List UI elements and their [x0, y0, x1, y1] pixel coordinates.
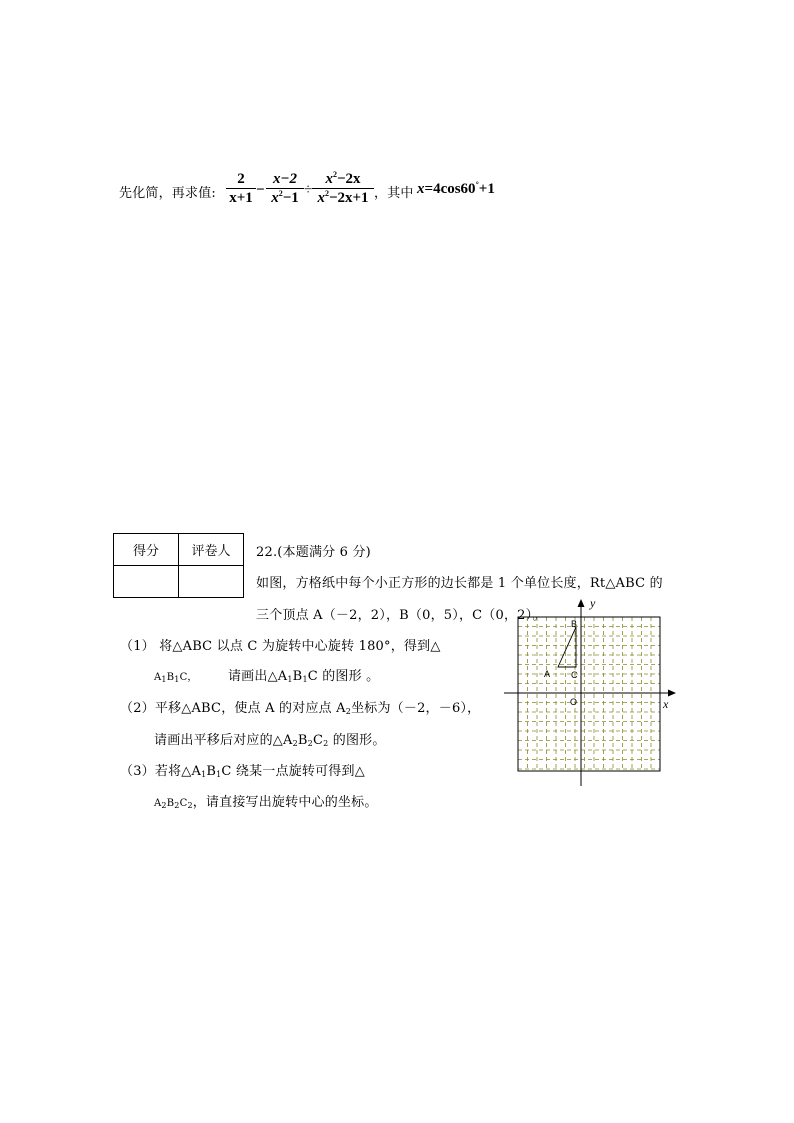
- problem-22-header: 22.(本题满分 6 分): [256, 545, 371, 560]
- question-3-line1: （3）若将$\triangle A_1B_1C$ 绕某一点旋转可得到△: [120, 764, 365, 779]
- grader-header: 评卷人: [179, 534, 244, 566]
- grid-border: [518, 617, 660, 771]
- score-header: 得分: [114, 534, 179, 566]
- point-c-label: C: [571, 670, 578, 680]
- grid-lines: [518, 617, 660, 771]
- coordinate-grid-figure: [500, 590, 690, 790]
- problem-22-line2: 三个顶点 A（－2，2），B（0，5），C（0，2）。: [256, 608, 546, 623]
- division-sign: ÷: [304, 182, 313, 198]
- x-axis-label: x: [663, 697, 669, 711]
- score-table: [113, 533, 244, 598]
- y-axis-label: y: [590, 596, 596, 610]
- condition-expression: x=4cos60°+1: [417, 180, 495, 197]
- point-b-label: B: [571, 619, 578, 629]
- fraction-2: [266, 171, 304, 206]
- fraction-2-numerator: x−2: [272, 171, 298, 187]
- grader-cell[interactable]: [179, 566, 244, 598]
- fraction-2-denominator: $x^2-1$: [271, 189, 299, 206]
- question-3-line2: $A_2B_2C_2$，请直接写出旋转中心的坐标。: [154, 795, 378, 810]
- problem-22-line1: 如图，方格纸中每个小正方形的边长都是 1 个单位长度，Rt△ABC 的: [256, 576, 663, 591]
- fraction-3-denominator: $x^2-2x+1$: [317, 189, 369, 206]
- score-cell[interactable]: [114, 566, 179, 598]
- condition-lead: ，其中: [374, 186, 414, 201]
- fraction-3: [312, 171, 374, 206]
- minus-sign: −: [256, 182, 265, 198]
- question-1-line1: （1） 将△ABC 以点 C 为旋转中心旋转 180°，得到△: [120, 639, 441, 654]
- fraction-1: [226, 171, 256, 206]
- point-a-label: A: [544, 669, 551, 679]
- x-axis-arrow-icon: [668, 690, 676, 697]
- question-1-line2: $A_1B_1C$， 请画出$\triangle A_1B_1C$ 的图形 。: [154, 669, 380, 684]
- triangle-abc: [558, 627, 576, 667]
- fraction-3-numerator: $x^2-2x$: [325, 170, 361, 187]
- origin-label: O: [570, 697, 578, 707]
- problem-21-prefix: 先化简，再求值:: [119, 186, 216, 201]
- fraction-1-denominator: x+1: [229, 190, 253, 206]
- y-axis-arrow-icon: [578, 599, 585, 607]
- question-2-line1: （2）平移△ABC，使点 A 的对应点 $A_2$坐标为（－2，－6），: [120, 701, 481, 716]
- question-2-line2: 请画出平移后对应的$\triangle A_2B_2C_2$ 的图形。: [154, 733, 386, 748]
- fraction-1-numerator: 2: [237, 171, 245, 187]
